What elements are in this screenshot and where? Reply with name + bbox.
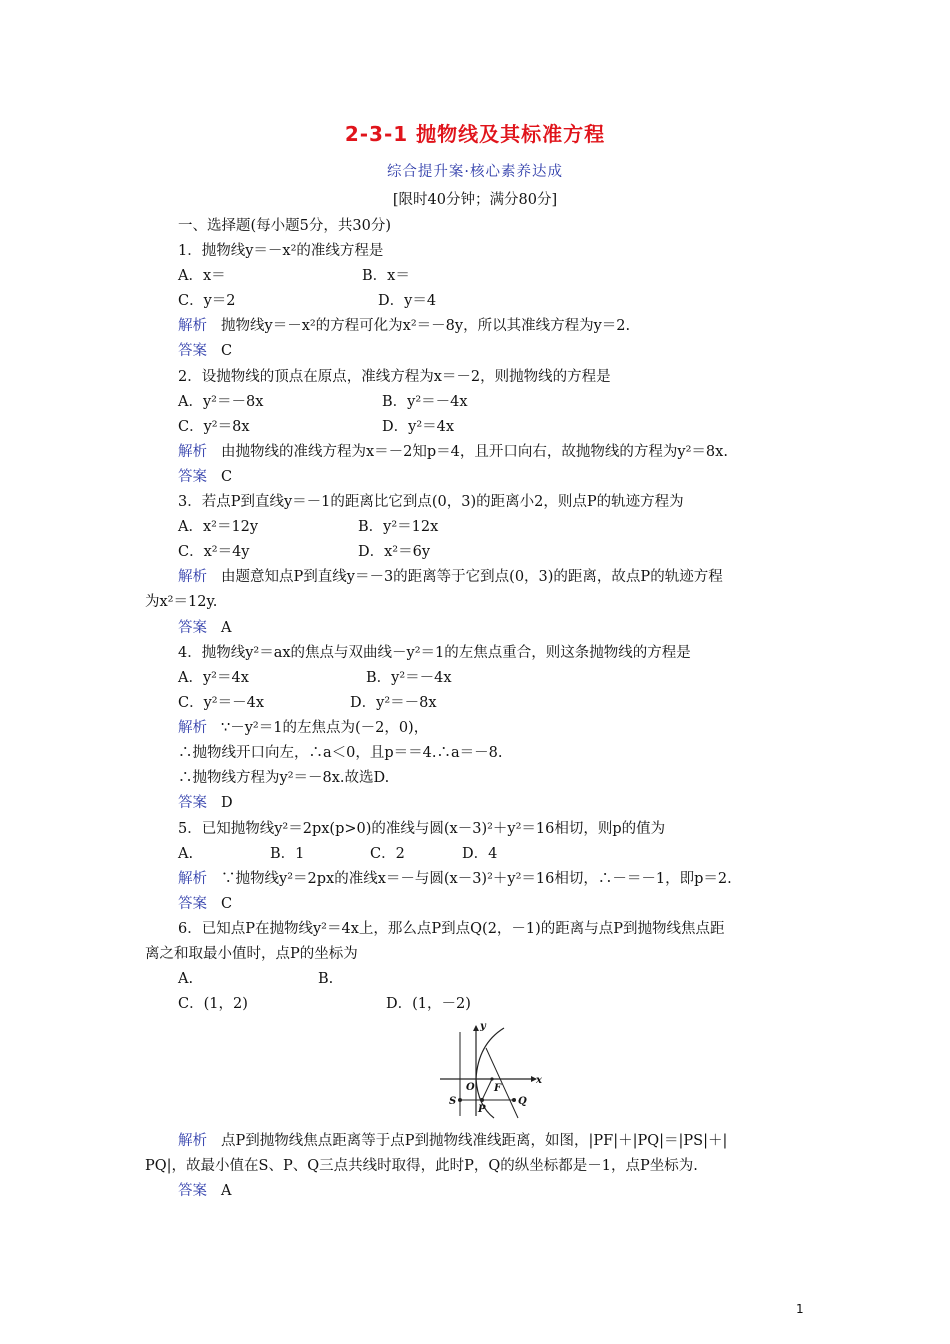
solution-label: 解析 (178, 720, 207, 736)
q3-option-a: A．x²＝12y (178, 519, 259, 535)
q5-option-c: C．2 (370, 846, 405, 862)
solution-label: 解析 (178, 1133, 207, 1149)
label-o: O (466, 1082, 475, 1093)
q5-option-a: A. (178, 846, 194, 862)
q2-solution-text: 由抛物线的准线方程为x＝－2知p＝4，且开口向右，故抛物线的方程为y²＝8x. (221, 444, 728, 460)
q3-option-c: C．x²＝4y (178, 544, 250, 560)
q3-option-b: B．y²＝12x (358, 519, 439, 535)
q4-stem: 4．抛物线y²＝ax的焦点与双曲线－y²＝1的左焦点重合，则这条抛物线的方程是 (178, 645, 691, 661)
q6-solution-text-1: 点P到抛物线焦点距离等于点P到抛物线准线距离，如图，|PF|＋|PQ|＝|PS|＋| (221, 1133, 728, 1149)
label-s: S (449, 1096, 457, 1107)
q1-stem: 1．抛物线y＝－x²的准线方程是 (178, 243, 384, 259)
label-f: F (494, 1083, 502, 1094)
q5-answer-value: C (221, 896, 233, 912)
q2-solution (178, 442, 728, 462)
q4-option-c: C．y²＝－4x (178, 695, 265, 711)
page-number: 1 (796, 1302, 804, 1316)
q5-option-d: D．4 (462, 846, 498, 862)
segment-pf (482, 1079, 492, 1100)
q1-solution (178, 316, 630, 336)
q2-option-d: D．y²＝4x (382, 419, 455, 435)
q4-option-b: B．y²＝－4x (366, 670, 452, 686)
solution-label: 解析 (178, 444, 207, 460)
page-subtitle: 综合提升案·核心素养达成 (386, 164, 564, 180)
q4-option-a: A．y²＝4x (178, 670, 249, 686)
q1-option-a: A．x＝ (178, 268, 226, 284)
answer-label: 答案 (178, 343, 207, 359)
q6-answer (178, 1181, 231, 1201)
q3-solution-text-1: 由题意知点P到直线y＝－3的距离等于它到点(0，3)的距离，故点P的轨迹方程 (221, 569, 723, 585)
q6-stem-2: 离之和取最小值时，点P的坐标为 (145, 946, 358, 962)
answer-label: 答案 (178, 620, 207, 636)
q5-option-b: B．1 (270, 846, 305, 862)
answer-label: 答案 (178, 896, 207, 912)
q1-solution-text: 抛物线y＝－x²的方程可化为x²＝－8y，所以其准线方程为y＝2. (221, 318, 631, 334)
q4-option-d: D．y²＝－8x (350, 695, 437, 711)
answer-label: 答案 (178, 1183, 207, 1199)
parabola-figure (438, 1020, 550, 1120)
point-s (458, 1098, 462, 1102)
q1-option-d: D．y＝4 (378, 293, 437, 309)
q3-answer (178, 618, 231, 638)
point-q (512, 1098, 516, 1102)
label-q: Q (518, 1096, 527, 1107)
solution-label: 解析 (178, 871, 207, 887)
page-title: 2-3-1 抛物线及其标准方程 (344, 122, 606, 146)
q3-solution (178, 567, 723, 587)
q4-answer-value: D (221, 795, 233, 811)
q1-option-b: B．x＝ (362, 268, 410, 284)
time-limit: [限时40分钟；满分80分] (392, 192, 558, 208)
q1-answer-value: C (221, 343, 233, 359)
section-heading: 一、选择题(每小题5分，共30分) (178, 218, 391, 234)
label-p: P (478, 1104, 486, 1115)
q3-option-d: D．x²＝6y (358, 544, 431, 560)
q5-solution (178, 869, 732, 889)
q5-answer (178, 894, 232, 914)
point-p (480, 1098, 484, 1102)
solution-label: 解析 (178, 318, 207, 334)
q2-option-c: C．y²＝8x (178, 419, 250, 435)
q4-solution-text-3: ∴抛物线方程为y²＝－8x.故选D. (178, 770, 390, 786)
q2-answer (178, 467, 232, 487)
answer-label: 答案 (178, 469, 207, 485)
q5-solution-text: ∵抛物线y²＝2px的准线x＝－与圆(x－3)²＋y²＝16相切，∴－＝－1，即p＝2. (221, 871, 732, 887)
q6-solution-text-2: PQ|，故最小值在S、P、Q三点共线时取得，此时P，Q的纵坐标都是－1，点P坐标为. (145, 1158, 698, 1174)
q6-option-b: B. (318, 971, 334, 987)
q6-option-c: C．(1，2) (178, 996, 248, 1012)
q6-stem-1: 6．已知点P在抛物线y²＝4x上，那么点P到点Q(2，－1)的距离与点P到抛物线焦点距 (178, 921, 725, 937)
point-f (490, 1077, 493, 1080)
q1-answer (178, 341, 232, 361)
q6-solution (178, 1131, 727, 1151)
q3-stem: 3．若点P到直线y＝－1的距离比它到点(0，3)的距离小2，则点P的轨迹方程为 (178, 494, 684, 510)
q2-answer-value: C (221, 469, 233, 485)
q5-stem: 5．已知抛物线y²＝2px(p>0)的准线与圆(x－3)²＋y²＝16相切，则p的值为 (178, 821, 666, 837)
q6-option-a: A. (178, 971, 194, 987)
q6-answer-value: A (221, 1183, 232, 1199)
q2-option-a: A．y²＝－8x (178, 394, 264, 410)
q4-answer (178, 793, 233, 813)
solution-label: 解析 (178, 569, 207, 585)
q1-option-c: C．y＝2 (178, 293, 236, 309)
q2-stem: 2．设抛物线的顶点在原点，准线方程为x＝－2，则抛物线的方程是 (178, 369, 611, 385)
q6-option-d: D．(1，－2) (386, 996, 471, 1012)
q4-solution (178, 718, 428, 738)
label-x: x (536, 1075, 542, 1086)
q3-answer-value: A (221, 620, 232, 636)
chord-line (486, 1048, 518, 1118)
q4-solution-text-2: ∴抛物线开口向左，∴a＜0，且p＝＝4.∴a＝－8. (178, 745, 503, 761)
label-y: y (480, 1021, 486, 1032)
q2-option-b: B．y²＝－4x (382, 394, 468, 410)
q3-solution-text-2: 为x²＝12y. (145, 594, 218, 610)
answer-label: 答案 (178, 795, 207, 811)
q4-solution-text-1: ∵－y²＝1的左焦点为(－2，0)， (221, 720, 429, 736)
